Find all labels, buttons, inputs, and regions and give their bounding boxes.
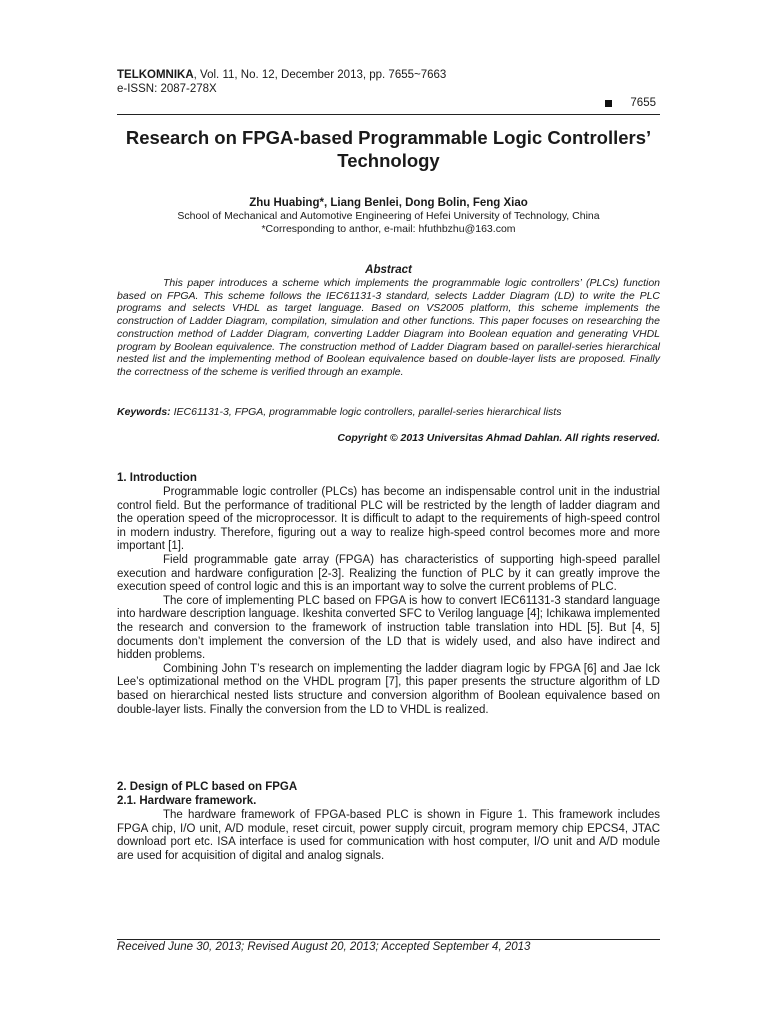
- section-2-heading: 2. Design of PLC based on FPGA: [117, 781, 298, 793]
- journal-citation: , Vol. 11, No. 12, December 2013, pp. 7655~7663: [193, 69, 447, 81]
- paragraph: The core of implementing PLC based on FPGA is how to convert IEC61131-3 standard language into hardware description language. Ikeshita converted SFC to Verilog language [4]; Ichikawa implemented the research and conversion to the framework of instruction table translation into HDL [5]. But [4, 5] documents don’t implement the conversion of the LD that is widely used, and also have indirect and hidden problems.: [117, 594, 660, 662]
- keywords-text: IEC61131-3, FPGA, programmable logic controllers, parallel-series hierarchical lists: [170, 406, 562, 418]
- corresponding-author: *Corresponding to anthor, e-mail: hfuthbzhu@163.com: [261, 223, 516, 235]
- copyright-notice: Copyright © 2013 Universitas Ahmad Dahlan. All rights reserved.: [337, 432, 660, 444]
- square-bullet-icon: [605, 100, 612, 107]
- section-1-heading: 1. Introduction: [117, 472, 197, 484]
- paragraph: Field programmable gate array (FPGA) has characteristics of supporting high-speed parallel execution and hardware configuration [2-3]. Realizing the function of PLC by it can greatly improve the execution speed of control logic and this is an important way to solve the current problems of PLC.: [117, 553, 660, 594]
- journal-header: [117, 69, 446, 81]
- author-affiliation: School of Mechanical and Automotive Engineering of Hefei University of Technology, China: [177, 210, 600, 222]
- page-number-block: [605, 97, 656, 109]
- abstract-text: This paper introduces a scheme which implements the programmable logic controllers’ (PLCs) function based on FPGA. This scheme follows the IEC61131-3 standard, selects Ladder Diagram (LD) to write the PLC programs and selects VHDL as target language. Based on VS2005 platform, this scheme implements the construction of Ladder Diagram, compilation, simulation and other functions. This paper focuses on researching the construction method of Ladder Diagram, converting Ladder Diagram into Boolean equation and generating VHDL program by Boolean equivalence. The construction method of Ladder Diagram based on parallel-series hierarchical nested list and the implementing method of Boolean equivalence based on double-layer lists are proposed. Finally the correctness of the scheme is verified through an example.: [117, 277, 660, 378]
- journal-eissn: e-ISSN: 2087-278X: [117, 83, 217, 95]
- paper-authors: Zhu Huabing*, Liang Benlei, Dong Bolin, Feng Xiao: [249, 197, 528, 209]
- section-2-1-heading: 2.1. Hardware framework.: [117, 795, 257, 807]
- author-affiliation-block: [117, 210, 660, 236]
- footer-rule: [117, 939, 660, 940]
- section-2-body: [117, 809, 660, 863]
- keywords: [117, 406, 660, 418]
- paragraph: Combining John T’s research on implementing the ladder diagram logic by FPGA [6] and Jae Ick Lee’s optimizational method on the VHDL program [7], this paper presents the structure algorithm of LD based on hierarchical nested lists structure and conversion algorithm of Boolean equivalence based on double-layer lists. Finally the conversion from the LD to VHDL is realized.: [117, 662, 660, 716]
- keywords-label: Keywords:: [117, 406, 171, 418]
- paragraph: The hardware framework of FPGA-based PLC is shown in Figure 1. This framework includes FPGA chip, I/O unit, A/D module, reset circuit, power supply circuit, program memory chip EPCS4, JTAC download port etc. ISA interface is used for communication with host computer, I/O unit and A/D module are used for acquisition of digital and analog signals.: [117, 809, 660, 862]
- page-number: 7655: [630, 97, 656, 109]
- header-rule: [117, 114, 660, 115]
- section-1-body: [117, 486, 660, 717]
- paragraph: Programmable logic controller (PLCs) has become an indispensable control unit in the industrial control field. But the performance of traditional PLC will be restricted by the length of ladder diagram and the operation speed of the microprocessor. It is difficult to adapt to the requirements of high-speed control in modern industry. Therefore, figuring out a way to realize high-speed control becomes more and more important [1].: [117, 486, 660, 553]
- paper-title: Research on FPGA-based Programmable Logic Controllers’ Technology: [125, 127, 652, 171]
- journal-name: TELKOMNIKA: [117, 69, 194, 81]
- received-dates: Received June 30, 2013; Revised August 20, 2013; Accepted September 4, 2013: [117, 941, 531, 953]
- abstract-heading: Abstract: [365, 264, 412, 276]
